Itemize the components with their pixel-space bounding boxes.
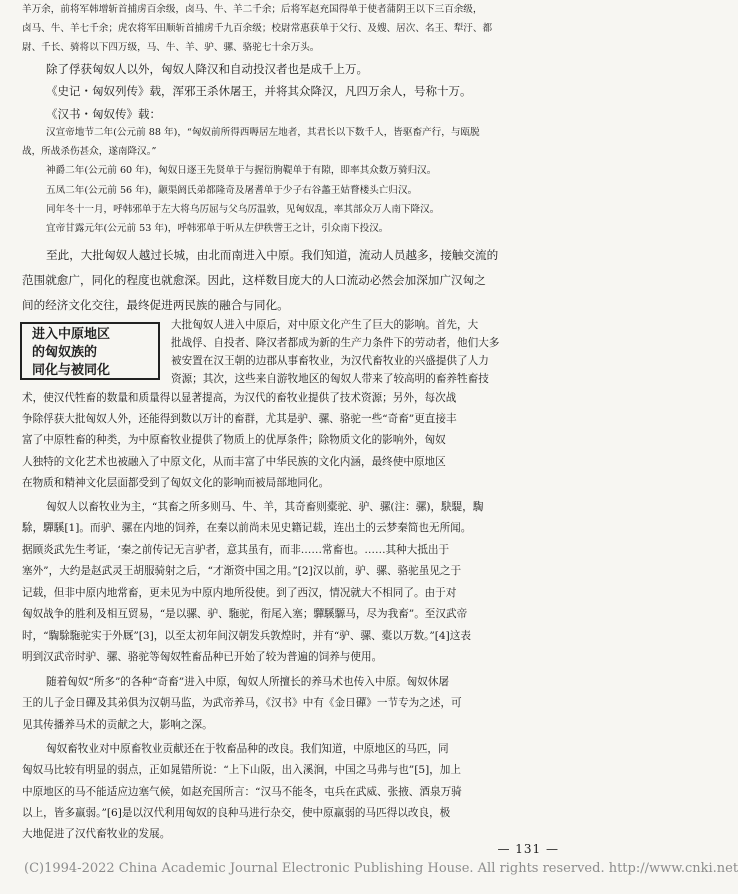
intro-line-3: 尉、千长、骑将以下四万级，马、牛、羊、驴、骡、骆驼七十余万头。 — [22, 42, 320, 53]
record-line-4: 五凤二年(公元前 56 年)，颛渠阏氏弟都隆奇及屠耆单于少子右谷蠡王姑瞀楼头亡归汉。 — [46, 185, 418, 196]
horses-line-3: 见其传播养马术的贡献之大，影响之深。 — [22, 719, 213, 731]
migration-line-3: 间的经济文化交往，最终促进两民族的融合与同化。 — [22, 298, 289, 312]
livestock-line-3: 据顾炎武先生考证，‘秦之前传记无言驴者，意其虽有，而非……常畜也。……其种大抵出于 — [22, 544, 450, 556]
influence-side-line-3: 被安置在汉王朝的边郡从事畜牧业，为汉代畜牧业的兴盛提供了人力 — [171, 355, 489, 367]
record-line-3: 神爵二年(公元前 60 年)，匈奴日逐王先贤单于与握衍朐鞮单于有隙，即率其众数万骑归汉。 — [46, 165, 437, 176]
record-line-5: 同年冬十一月，呼韩邪单于左大将乌厉屈与父乌厉温敦，见匈奴乱，率其部众万人南下降汉。 — [46, 204, 440, 215]
record-line-6: 宜帝甘露元年(公元前 53 年)，呼韩邪单于听从左伊秩訾王之计，引众南下投汉。 — [46, 223, 389, 234]
section-heading-box — [20, 322, 160, 380]
breeds-line-3: 中原地区的马不能适应边塞气候，如赵充国所言：“汉马不能冬，屯兵在武威、张掖、酒泉万骑 — [22, 786, 462, 798]
section-heading-line-1: 进入中原地区 — [32, 327, 111, 342]
influence-side-line-1: 大批匈奴人进入中原后，对中原文化产生了巨大的影响。首先，大 — [171, 319, 479, 331]
breeds-line-4: 以上，皆多羸弱。”[6]是以汉代利用匈奴的良种马进行杂交，使中原羸弱的马匹得以改良，极 — [22, 807, 451, 819]
influence-line-4: 人独特的文化艺术也被融入了中原文化，从而丰富了中华民族的文化内涵，最终使中原地区 — [22, 456, 446, 468]
influence-line-2: 争除俘获大批匈奴人外，还能得到数以万计的畜群，尤其是驴、骡、骆驼一些“奇畜”更直接丰 — [22, 413, 457, 425]
copyright-footer: (C)1994-2022 China Academic Journal Electronic Publishing House. All rights reserved. http://www.cnki.net — [24, 861, 738, 876]
page-number: — 131 — — [497, 842, 559, 856]
livestock-line-5: 记载，但非中原内地常畜，更未见为中原内地所役使。到了西汉，情况就大不相同了。由于对 — [22, 587, 457, 599]
influence-side-line-2: 批战俘、自投者、降汉者都成为新的生产力条件下的劳动者，他们大多 — [171, 337, 500, 349]
livestock-line-7: 时，“騊駼駞驼实于外厩”[3]，以至太初年间汉朝发兵敦煌时，并有“驴、骡、橐以万数。”[4]这表 — [22, 630, 471, 642]
livestock-line-2: 駼，驒騱[1]。而驴、骡在内地的饲养，在秦以前尚未见史籍记载，连出土的云梦秦简也无所闻。 — [22, 522, 472, 534]
section-heading-line-3: 同化与被同化 — [32, 363, 111, 378]
influence-side-line-4: 资源；其次，这些来自游牧地区的匈奴人带来了较高明的畜养牲畜技 — [171, 373, 489, 385]
breeds-line-2: 匈奴马比较有明显的弱点，正如晁错所说：“上下山阪，出入溪涧，中国之马弗与也”[5]，加上 — [22, 764, 461, 776]
breeds-line-1: 匈奴畜牧业对中原畜牧业贡献还在于牧畜品种的改良。我们知道，中原地区的马匹，同 — [46, 743, 449, 755]
shiji-quote: 《史记・匈奴列传》载，浑邪王杀休屠王，并将其众降汉，凡四万余人，号称十万。 — [46, 84, 472, 98]
breeds-line-5: 大地促进了汉代畜牧业的发展。 — [22, 828, 171, 840]
surrender-paragraph: 除了俘获匈奴人以外，匈奴人降汉和自动投汉者也是成千上万。 — [46, 62, 368, 76]
intro-line-2: 卤马、牛、羊七千余；虎农将军田顺斩首捕虏千九百余级；校尉常惠获单于父行、及嫂、居次、名王、犁汙、都 — [22, 23, 493, 34]
hanshu-intro: 《汉书・匈奴传》载： — [46, 107, 161, 121]
record-line-2: 战，所战杀伤甚众，遂南降汉。” — [22, 146, 157, 157]
influence-line-5: 在物质和精神文化层面都受到了匈奴文化的影响而被局部地同化。 — [22, 477, 330, 489]
horses-line-2: 王的儿子金日磾及其弟俱为汉朝马监，为武帝养马，《汉书》中有《金日磾》一节专为之述，可 — [22, 697, 462, 709]
intro-line-1: 羊万余，前将军韩增斩首捕虏百余级，卤马、牛、羊二千余；后将军赵充国得单于使者蒲阴王以下三百余级， — [22, 4, 483, 15]
section-heading-line-2: 的匈奴族的 — [32, 345, 98, 360]
migration-line-1: 至此，大批匈奴人越过长城，由北而南进入中原。我们知道，流动人员越多，接触交流的 — [46, 248, 499, 262]
influence-line-1: 术，使汉代牲畜的数量和质量得以显著提高，为汉代的畜牧业提供了技术资源；另外，每次战 — [22, 392, 457, 404]
livestock-line-8: 明到汉武帝时驴、骡、骆驼等匈奴牲畜品种已开始了较为普遍的饲养与使用。 — [22, 651, 383, 663]
livestock-line-1: 匈奴人以畜牧业为主，“其畜之所多则马、牛、羊，其奇畜则橐驼、驴、骡(注：骡)，駃騠，騊 — [46, 501, 484, 513]
record-line-1: 汉宣帝地节二年(公元前 88 年)，“匈奴前所得西嗕居左地者，其君长以下数千人，皆驱畜产行，与瓯脱 — [46, 127, 480, 138]
livestock-line-6: 匈奴战争的胜利及相互贸易，“是以骡、驴、駞驼，衔尾入塞；驒騱騵马，尽为我畜”。至汉武帝 — [22, 608, 468, 620]
horses-line-1: 随着匈奴“所多”的各种“奇畜”进入中原，匈奴人所擅长的养马术也传入中原。匈奴休屠 — [46, 676, 450, 688]
influence-line-3: 富了中原牲畜的种类，为中原畜牧业提供了物质上的优厚条件；除物质文化的影响外，匈奴 — [22, 434, 446, 446]
livestock-line-4: 塞外”，大约是赵武灵王胡服骑射之后，“才渐资中国之用。”[2]汉以前，驴、骡、骆驼虽见之于 — [22, 565, 462, 577]
migration-line-2: 范围就愈广，同化的程度也就愈深。因此，这样数目庞大的人口流动必然会加深加广汉匈之 — [22, 273, 486, 287]
